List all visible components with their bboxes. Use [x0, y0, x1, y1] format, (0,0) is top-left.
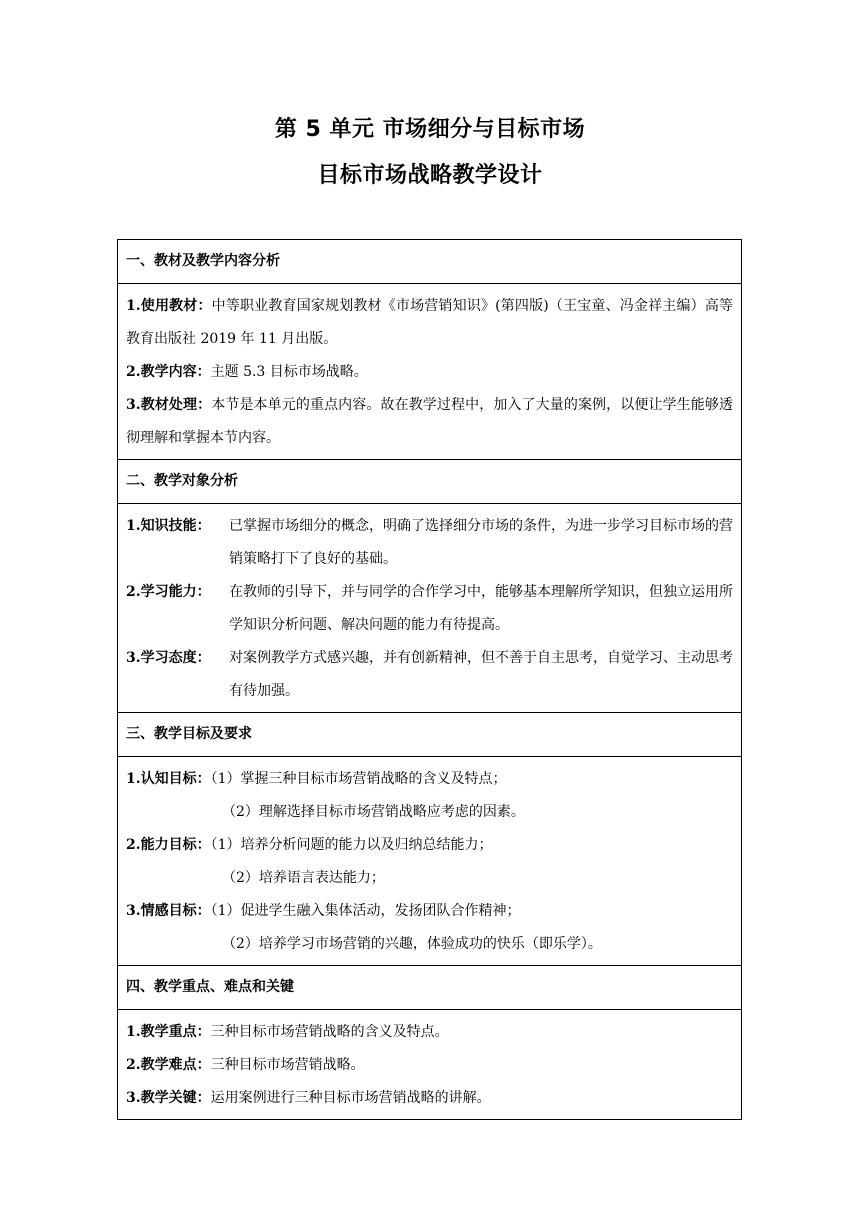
- key-points-item: [126, 1049, 733, 1082]
- item-label: 2.能力目标：: [126, 837, 211, 853]
- item-label: 2.教学内容：: [126, 364, 211, 380]
- item-label: 3.情感目标：: [126, 903, 211, 919]
- item-line: （1）培养分析问题的能力以及归纳总结能力；: [210, 837, 493, 853]
- page-subtitle: 目标市场战略教学设计: [317, 163, 543, 188]
- objectives-item: [126, 829, 733, 862]
- section-heading-key-points: 四、教学重点、难点和关键: [118, 966, 742, 1010]
- item-line: （2）培养学习市场营销的兴趣，体验成功的快乐（即乐学）。: [222, 936, 602, 952]
- item-text: 本节是本单元的重点内容。故在教学过程中，加入了大量的案例，以便让学生能够透彻理解和掌握本节内容。: [126, 397, 733, 446]
- item-text: 对案例教学方式感兴趣，并有创新精神，但不善于自主思考，自觉学习、主动思考有待加强。: [229, 650, 733, 699]
- item-text: 中等职业教育国家规划教材《市场营销知识》(第四版)（王宝童、冯金祥主编）高等教育出版社 2019 年 11 月出版。: [126, 298, 733, 347]
- item-label: 1.教学重点：: [126, 1024, 211, 1040]
- section-heading-objectives: 三、教学目标及要求: [118, 713, 742, 757]
- item-label: 2.教学难点：: [126, 1057, 211, 1073]
- materials-item: [126, 290, 733, 356]
- students-item: [126, 510, 733, 576]
- section-body-materials: [118, 284, 742, 460]
- item-text: 三种目标市场营销战略。: [210, 1057, 365, 1073]
- item-label: 1.知识技能：: [126, 518, 211, 534]
- lesson-plan-table: [117, 239, 742, 1120]
- section-heading-materials: 一、教材及教学内容分析: [118, 240, 742, 284]
- objectives-item: [126, 895, 733, 928]
- item-text: 主题 5.3 目标市场战略。: [210, 364, 368, 380]
- item-label: 3.学习态度：: [126, 650, 211, 666]
- section-body-objectives: [118, 757, 742, 966]
- key-points-item: [126, 1016, 733, 1049]
- item-label: 1.认知目标：: [126, 771, 211, 787]
- materials-item: [126, 389, 733, 455]
- item-text: 三种目标市场营销战略的含义及特点。: [210, 1024, 449, 1040]
- objectives-item: [126, 763, 733, 796]
- section-body-students: [118, 504, 742, 713]
- item-label: 2.学习能力：: [126, 584, 211, 600]
- item-text: 在教师的引导下，并与同学的合作学习中，能够基本理解所学知识，但独立运用所学知识分析问题、解决问题的能力有待提高。: [229, 584, 733, 633]
- section-heading-students: 二、教学对象分析: [118, 460, 742, 504]
- item-text: 运用案例进行三种目标市场营销战略的讲解。: [210, 1090, 491, 1106]
- item-label: 3.教材处理：: [126, 397, 212, 413]
- item-label: 1.使用教材：: [126, 298, 212, 314]
- students-item: [126, 576, 733, 642]
- item-line: （1）掌握三种目标市场营销战略的含义及特点；: [210, 771, 507, 787]
- item-label: 3.教学关键：: [126, 1090, 211, 1106]
- item-line: （1）促进学生融入集体活动，发扬团队合作精神；: [210, 903, 521, 919]
- item-line: （2）培养语言表达能力；: [222, 870, 385, 886]
- page-title: 第 5 单元 市场细分与目标市场: [274, 117, 586, 142]
- item-line: （2）理解选择目标市场营销战略应考虑的因素。: [222, 804, 525, 820]
- students-item: [126, 642, 733, 708]
- item-text: 已掌握市场细分的概念，明确了选择细分市场的条件，为进一步学习目标市场的营销策略打下了良好的基础。: [229, 518, 733, 567]
- key-points-item: [126, 1082, 733, 1115]
- section-body-key-points: [118, 1010, 742, 1120]
- materials-item: [126, 356, 733, 389]
